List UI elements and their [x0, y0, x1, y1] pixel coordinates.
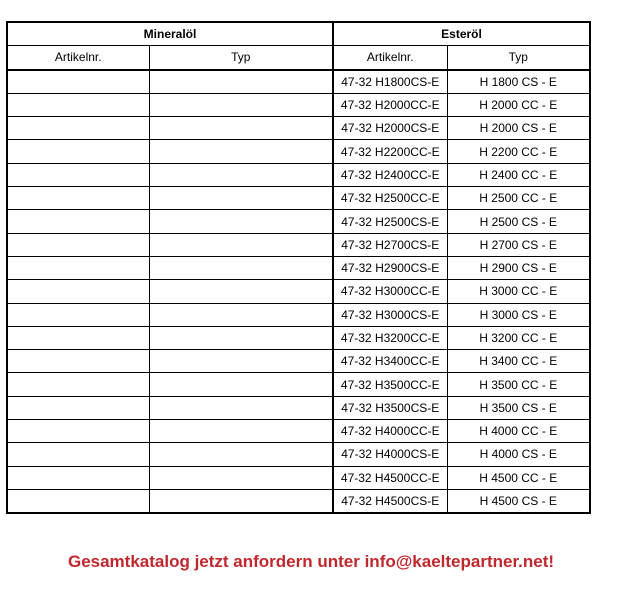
- catalog-request-note: Gesamtkatalog jetzt anfordern unter info@kaeltepartner.net!: [67, 552, 555, 571]
- table-row: [7, 373, 590, 396]
- cell-ester-artikelnr: 47-32 H2900CS-E: [333, 256, 447, 279]
- cell-ester-typ: H 3000 CS - E: [447, 303, 590, 326]
- cell-ester-typ: H 4500 CS - E: [447, 489, 590, 513]
- cell-mineral-typ: [149, 163, 333, 186]
- cell-mineral-artikelnr: [7, 187, 149, 210]
- cell-ester-typ: H 1800 CS - E: [447, 70, 590, 94]
- table-row: [7, 280, 590, 303]
- cell-mineral-typ: [149, 210, 333, 233]
- cell-ester-artikelnr: 47-32 H2500CC-E: [333, 187, 447, 210]
- cell-ester-typ: H 2900 CS - E: [447, 256, 590, 279]
- cell-mineral-artikelnr: [7, 350, 149, 373]
- cell-mineral-typ: [149, 396, 333, 419]
- column-header-ester-typ: Typ: [447, 46, 590, 70]
- cell-mineral-typ: [149, 140, 333, 163]
- cell-mineral-typ: [149, 373, 333, 396]
- cell-ester-artikelnr: 47-32 H3000CS-E: [333, 303, 447, 326]
- cell-mineral-typ: [149, 326, 333, 349]
- table-row: [7, 163, 590, 186]
- cell-ester-artikelnr: 47-32 H4000CS-E: [333, 443, 447, 466]
- table-row: [7, 443, 590, 466]
- cell-mineral-typ: [149, 233, 333, 256]
- cell-mineral-artikelnr: [7, 70, 149, 94]
- table-row: [7, 489, 590, 513]
- cell-mineral-typ: [149, 117, 333, 140]
- cell-ester-artikelnr: 47-32 H2000CS-E: [333, 117, 447, 140]
- cell-mineral-artikelnr: [7, 326, 149, 349]
- cell-ester-typ: H 3400 CC - E: [447, 350, 590, 373]
- cell-mineral-artikelnr: [7, 256, 149, 279]
- cell-ester-artikelnr: 47-32 H3500CS-E: [333, 396, 447, 419]
- cell-mineral-typ: [149, 256, 333, 279]
- cell-ester-artikelnr: 47-32 H2400CC-E: [333, 163, 447, 186]
- table-row: [7, 256, 590, 279]
- cell-mineral-artikelnr: [7, 140, 149, 163]
- cell-mineral-artikelnr: [7, 93, 149, 116]
- table-row: [7, 117, 590, 140]
- cell-ester-artikelnr: 47-32 H4500CC-E: [333, 466, 447, 489]
- cell-mineral-typ: [149, 489, 333, 513]
- cell-ester-artikelnr: 47-32 H2500CS-E: [333, 210, 447, 233]
- cell-ester-artikelnr: 47-32 H3200CC-E: [333, 326, 447, 349]
- cell-ester-artikelnr: 47-32 H4500CS-E: [333, 489, 447, 513]
- group-header-esteroel: Esteröl: [333, 22, 590, 46]
- cell-ester-typ: H 2400 CC - E: [447, 163, 590, 186]
- cell-ester-artikelnr: 47-32 H1800CS-E: [333, 70, 447, 94]
- cell-mineral-artikelnr: [7, 163, 149, 186]
- column-header-mineral-typ: Typ: [149, 46, 333, 70]
- cell-mineral-typ: [149, 280, 333, 303]
- cell-ester-typ: H 2500 CC - E: [447, 187, 590, 210]
- cell-mineral-artikelnr: [7, 233, 149, 256]
- cell-mineral-typ: [149, 466, 333, 489]
- table-row: [7, 140, 590, 163]
- cell-ester-typ: H 3000 CC - E: [447, 280, 590, 303]
- cell-ester-typ: H 2000 CS - E: [447, 117, 590, 140]
- cell-ester-typ: H 2000 CC - E: [447, 93, 590, 116]
- cell-ester-typ: H 2200 CC - E: [447, 140, 590, 163]
- cell-ester-artikelnr: 47-32 H2700CS-E: [333, 233, 447, 256]
- cell-mineral-artikelnr: [7, 396, 149, 419]
- cell-mineral-typ: [149, 187, 333, 210]
- cell-mineral-typ: [149, 93, 333, 116]
- table-row: [7, 420, 590, 443]
- table-row: [7, 350, 590, 373]
- cell-mineral-typ: [149, 350, 333, 373]
- cell-ester-typ: H 2500 CS - E: [447, 210, 590, 233]
- table-row: [7, 70, 590, 94]
- cell-mineral-artikelnr: [7, 466, 149, 489]
- cell-mineral-artikelnr: [7, 443, 149, 466]
- table-row: [7, 326, 590, 349]
- cell-ester-typ: H 3500 CC - E: [447, 373, 590, 396]
- group-header-mineraloel: Mineralöl: [7, 22, 333, 46]
- cell-ester-typ: H 3200 CC - E: [447, 326, 590, 349]
- cell-mineral-typ: [149, 420, 333, 443]
- table-row: [7, 303, 590, 326]
- cell-ester-typ: H 4000 CS - E: [447, 443, 590, 466]
- product-table: [6, 21, 591, 514]
- table-row: [7, 93, 590, 116]
- cell-mineral-artikelnr: [7, 489, 149, 513]
- cell-mineral-typ: [149, 443, 333, 466]
- cell-mineral-artikelnr: [7, 280, 149, 303]
- table-row: [7, 233, 590, 256]
- table-row: [7, 466, 590, 489]
- cell-ester-artikelnr: 47-32 H3400CC-E: [333, 350, 447, 373]
- cell-mineral-artikelnr: [7, 373, 149, 396]
- cell-ester-typ: H 4500 CC - E: [447, 466, 590, 489]
- cell-mineral-artikelnr: [7, 420, 149, 443]
- cell-mineral-typ: [149, 70, 333, 94]
- cell-ester-artikelnr: 47-32 H2200CC-E: [333, 140, 447, 163]
- cell-ester-artikelnr: 47-32 H4000CC-E: [333, 420, 447, 443]
- cell-mineral-artikelnr: [7, 117, 149, 140]
- column-header-mineral-artikelnr: Artikelnr.: [7, 46, 149, 70]
- column-header-row: [7, 46, 590, 70]
- table-row: [7, 187, 590, 210]
- column-header-ester-artikelnr: Artikelnr.: [333, 46, 447, 70]
- cell-ester-artikelnr: 47-32 H3000CC-E: [333, 280, 447, 303]
- group-header-row: [7, 22, 590, 46]
- cell-ester-typ: H 3500 CS - E: [447, 396, 590, 419]
- cell-ester-artikelnr: 47-32 H3500CC-E: [333, 373, 447, 396]
- cell-mineral-typ: [149, 303, 333, 326]
- cell-ester-typ: H 2700 CS - E: [447, 233, 590, 256]
- table-body: [7, 70, 590, 514]
- cell-ester-typ: H 4000 CC - E: [447, 420, 590, 443]
- cell-mineral-artikelnr: [7, 210, 149, 233]
- table-row: [7, 396, 590, 419]
- table-row: [7, 210, 590, 233]
- cell-ester-artikelnr: 47-32 H2000CC-E: [333, 93, 447, 116]
- cell-mineral-artikelnr: [7, 303, 149, 326]
